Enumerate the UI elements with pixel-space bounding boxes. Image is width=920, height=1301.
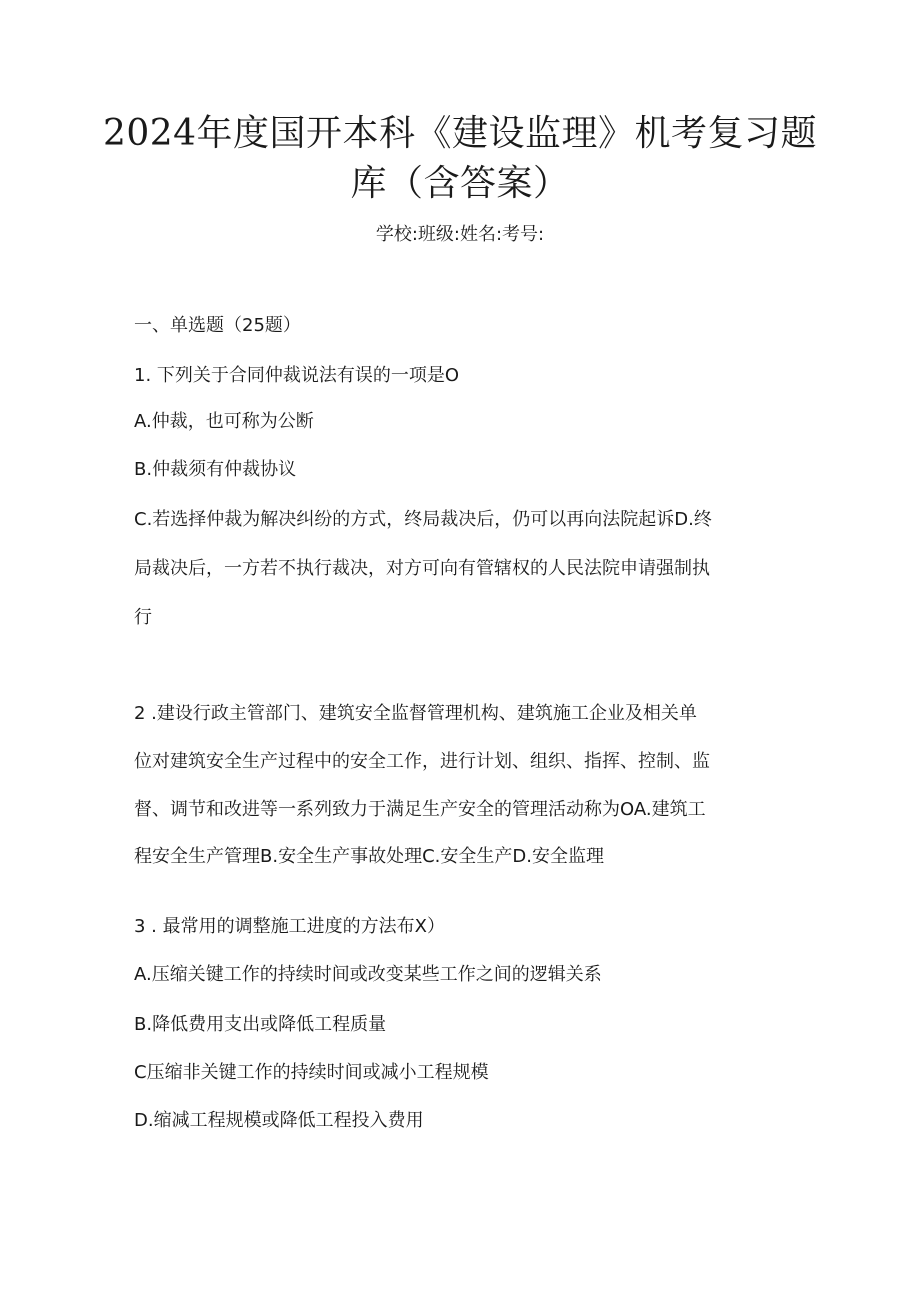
question-2-line-3: 督、调节和改进等一系列致力于满足生产安全的管理活动称为OA.建筑工: [134, 799, 706, 820]
question-3-option-c: C压缩非关键工作的持续时间或减小工程规模: [134, 1062, 489, 1083]
question-1-option-c-line-3: 行: [134, 607, 152, 628]
question-3-option-b: B.降低费用支出或降低工程质量: [134, 1014, 387, 1035]
question-1-stem: 1. 下列关于合同仲裁说法有误的一项是O: [134, 365, 460, 386]
question-1-option-b: B.仲裁须有仲裁协议: [134, 459, 297, 480]
question-3-option-a: A.压缩关键工作的持续时间或改变某些工作之间的逻辑关系: [134, 964, 602, 985]
question-1-option-c-line-2: 局裁决后，一方若不执行裁决，对方可向有管辖权的人民法院申请强制执: [134, 558, 710, 579]
section-heading: 一、单选题（25题）: [134, 315, 301, 336]
question-3-stem: 3 . 最常用的调整施工进度的方法布X）: [134, 916, 445, 937]
document-title-line-1: 2024年度国开本科《建设监理》机考复习题: [102, 113, 818, 154]
question-2-line-2: 位对建筑安全生产过程中的安全工作，进行计划、组织、指挥、控制、监: [134, 751, 710, 772]
document-title-line-2: 库（含答案）: [350, 163, 570, 204]
question-3-option-d: D.缩减工程规模或降低工程投入费用: [134, 1110, 424, 1131]
question-2-line-4: 程安全生产管理B.安全生产事故处理C.安全生产D.安全监理: [134, 846, 604, 867]
student-info-line: 学校:班级:姓名:考号:: [375, 224, 545, 245]
question-1-option-a: A.仲裁，也可称为公断: [134, 411, 314, 432]
question-2-line-1: 2 .建设行政主管部门、建筑安全监督管理机构、建筑施工企业及相关单: [134, 703, 697, 724]
question-1-option-c-line-1: C.若选择仲裁为解决纠纷的方式，终局裁决后，仍可以再向法院起诉D.终: [134, 509, 712, 530]
